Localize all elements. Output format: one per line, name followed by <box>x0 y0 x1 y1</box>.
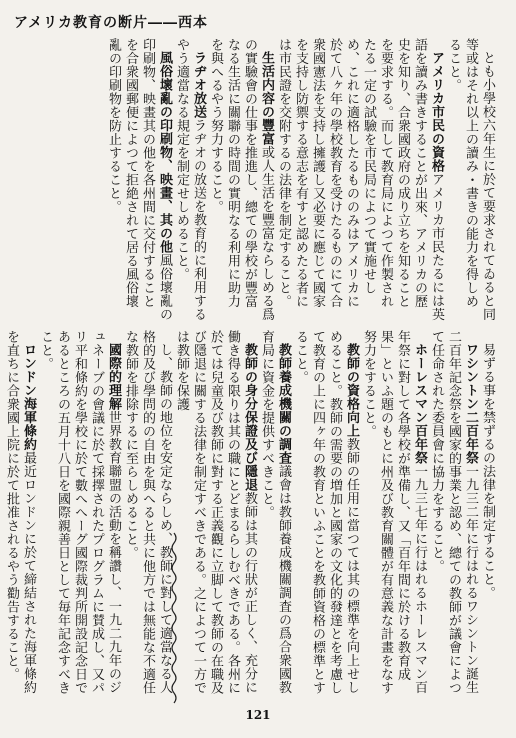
column-tier-top <box>14 38 496 321</box>
paragraph: 教師の資格向上教師の任用に當つては其の標準を向上せしめること。教師の需要の増加と國家の文化的發達とを考慮して教育の上に四ヶ年の教育といふことを教師資格の標準とすること。 <box>293 330 359 695</box>
paragraph: し、教師の地位を安定ならしめ、教師に對して適當なる人格的及び學問的の自由を與へると共に他方では無能な不適任な教師を排除するに至らしめること。 <box>123 330 172 695</box>
paragraph: 教師養成機關の調査議會は教師養成機關調査の爲合衆國教育局に資金を提供すべきこと。 <box>259 330 291 694</box>
section-heading: 國際的理解 <box>106 343 121 411</box>
paragraph: 風俗壞亂の印刷物、映畫、其の他風俗壞亂の印刷物、映畫其の他を各州間に交付することを合衆國郵便によつて拒絶されて居る風俗壞亂の印刷物を防止すること。 <box>106 38 172 321</box>
section-heading: 生活内容の豐富 <box>259 51 274 146</box>
section-heading: 教師の資格向上 <box>344 343 359 438</box>
section-heading: ホーレスマン百年祭 <box>412 343 427 465</box>
section-heading: 教師養成機關の調査 <box>276 343 291 465</box>
section-heading: 風俗壞亂の印刷物、映畫、其の他 <box>157 51 172 254</box>
column-tier-bottom <box>4 330 496 698</box>
paragraph: とも小學校六年生に於て要求されてゐると同等或はそれ以上の讀み・書きの能力を得しめること。 <box>446 38 495 321</box>
paragraph: アメリカ市民の資格アメリカ市民たるには英語を讀み書きすることが出來、アメリカの歷史を知り、合衆國政府の成り立ちを知ることを要求する。而して教育局によつて作製されたる一定の試驗を市民局によつて實施せしめ、これに適格したるもののみはアメリカに於て八ヶ年の學校教育を受けたるものにて合衆國憲法を支持し擁護し又必要に應じて國家を支持し防禦する意志を有すと認めたる者には市民證を交附するの法律を制定すること。 <box>276 38 444 321</box>
paragraph: ホーレスマン百年祭一九三七年に行はれるホーレスマン百年祭に對して各學校が準備し、又「百年間に於ける教育成果」といふ題のもとに州及び教育關體が有意義な計畫をなす努力をすること。 <box>361 330 427 695</box>
wavy-divider <box>166 533 182 703</box>
section-heading: アメリカ市民の資格 <box>429 51 444 173</box>
paragraph: 國際的理解世界教育聯盟の活動を稱讚し、一九二九年のジュネーブの會議に於て採擇されたプログラムに賛成し、又パリ平和條約を學校に於て數へへーグ國際裁判所開設記念日であるところの五月十八日を國際親善日として毎年記念すべきこと。 <box>38 330 121 695</box>
section-heading: ロンドン海軍條約 <box>21 343 36 451</box>
paragraph: ラヂオ放送ラヂオの放送を教育的に利用するやう適當なる規定を制定せしめること。 <box>174 38 206 321</box>
paragraph: 生活内容の豐富或人生活を豐富ならしめる爲の實驗會の仕事を推進し、總ての學校が豐富なる生活に關聯の時間の實明なる利用に助力を與へるやう努力すること。 <box>208 38 274 321</box>
section-heading: 教師の身分保證及び隱退 <box>242 343 257 492</box>
paragraph: 教師の身分保證及び隱退教師は其の行狀が正しく、充分に働き得る限りは其の職にとどまるらしむべきである。各州に於ては兒童及び教師に對する正義觀に立脚して教師の在職及び隱退に關する法律を制定すべきである。之によつて一方では教師を保護 <box>174 330 257 695</box>
paragraph: ワシントン二百年祭一九三二年に行はれるワシントン誕生二百年記念祭を國家的事業と認め、總ての教師が議會によつて任命された委員會に協力をすること。 <box>429 330 478 695</box>
paragraph: ロンドン海軍條約最近ロンドンに於て締結された海軍條約を直ちに合衆國上院に於て批准されるやう勸告すること。 <box>4 330 36 694</box>
paragraph: 易ずる事を禁ずるの法律を制定すること。 <box>480 343 495 600</box>
running-header: アメリカ教育の断片――西本 <box>14 15 209 31</box>
section-heading: ラヂオ放送 <box>191 51 206 119</box>
page-number: 121 <box>245 708 271 722</box>
section-heading: ワシントン二百年祭 <box>463 343 478 465</box>
